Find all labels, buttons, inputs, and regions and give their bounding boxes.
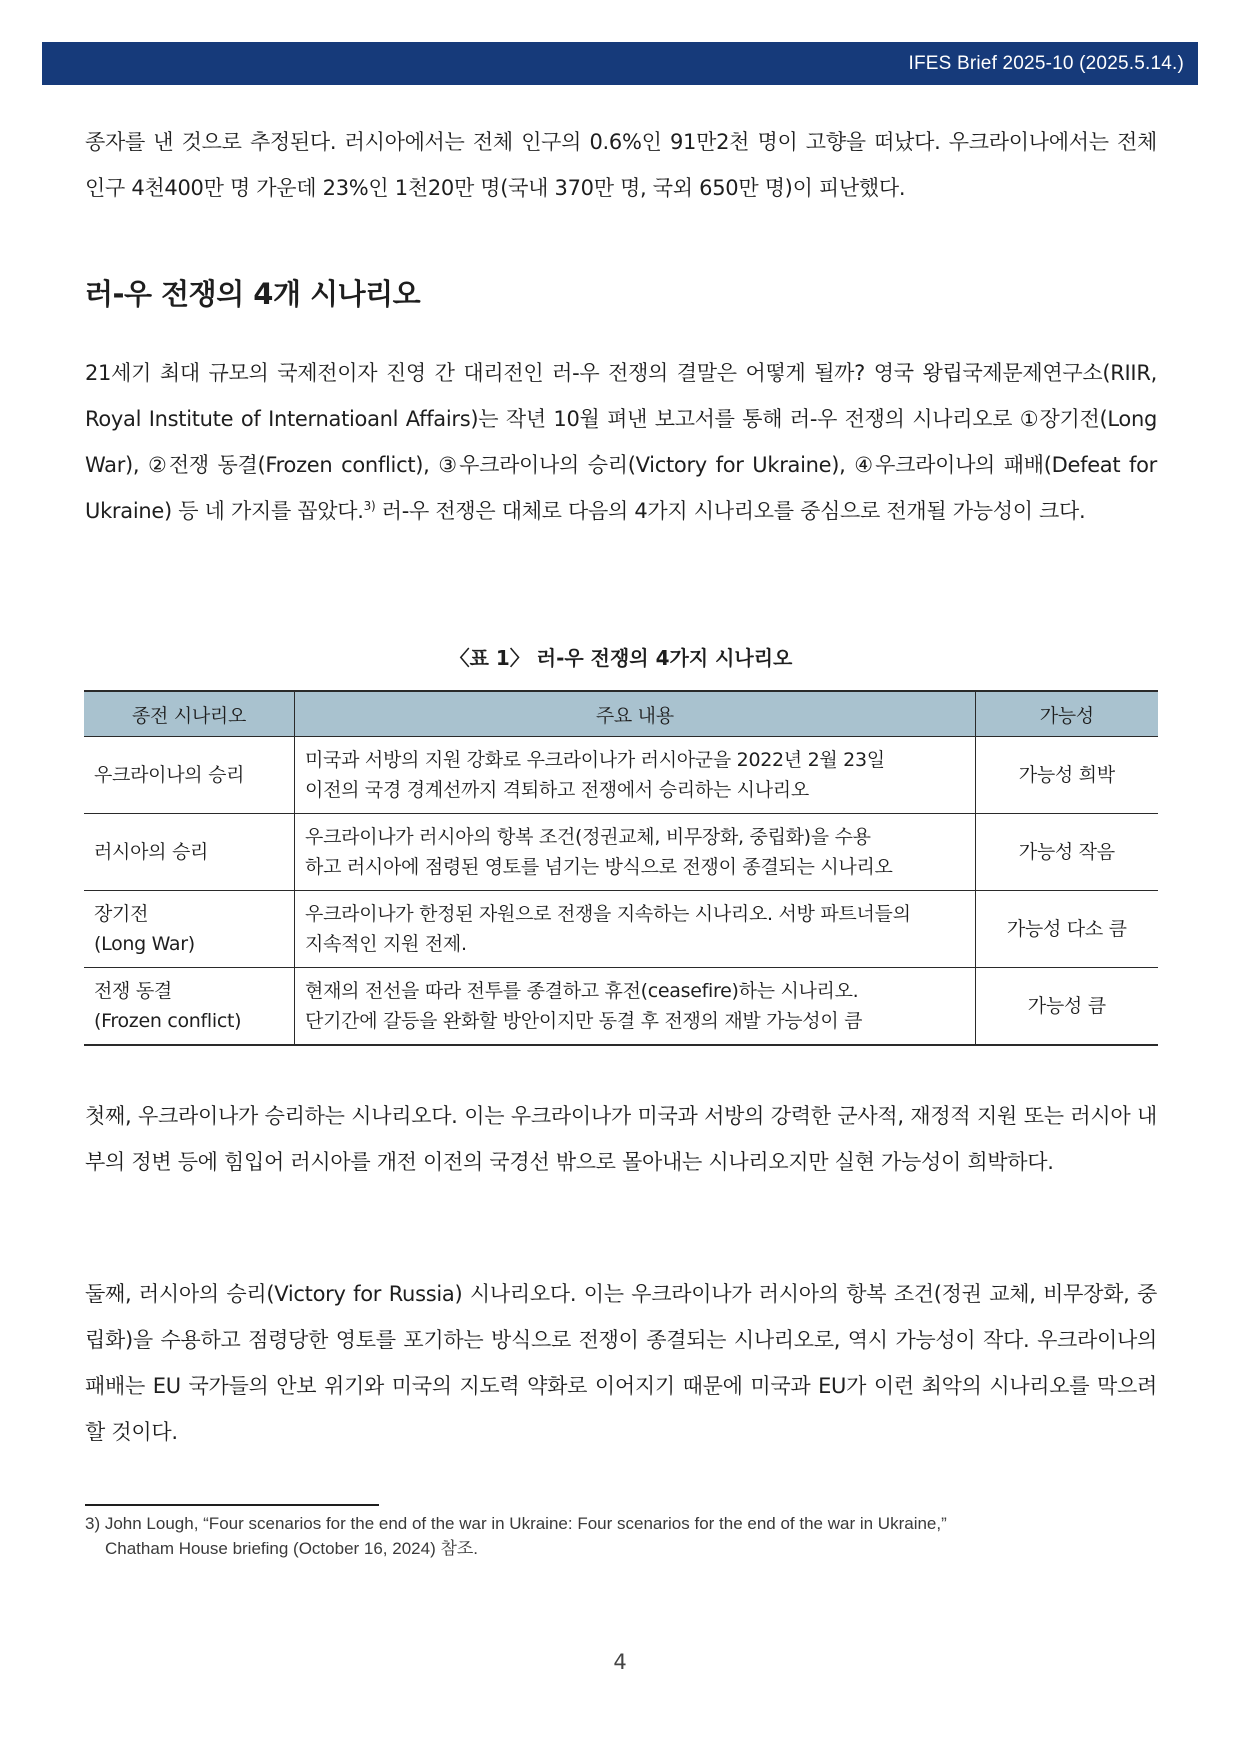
header-bar [42,42,1198,85]
scenario-line: 우크라이나의 승리 [94,764,245,786]
scenario-cell [84,814,295,891]
scenario-cell [84,891,295,968]
paragraph-second-section [85,1271,1157,1455]
probability-cell: 가능성 작음 [975,814,1158,891]
intro-paragraph: 종자를 낸 것으로 추정된다. 러시아에서는 전체 인구의 0.6%인 91만2천 명이 고향을 떠났다. 우크라이나에서는 전체 인구 4천400만 명 가운데 23%인 1천20만 명(국내 370만 명, 국외 650만 명)이 피난했다. [85,130,1157,200]
header-scenario: 종전 시나리오 [84,691,295,737]
probability-cell: 가능성 큼 [975,968,1158,1046]
content-cell [295,968,976,1046]
page-number: 4 [613,1650,627,1674]
section-paragraph [85,350,1157,534]
table-row [84,737,1158,814]
section-paragraph-tail: 러-우 전쟁은 대체로 다음의 4가지 시나리오를 중심으로 전개될 가능성이 크다. [375,499,1086,523]
content-line: 하고 러시아에 점령된 영토를 넘기는 방식으로 전쟁이 종결되는 시나리오 [305,856,893,878]
header-title: IFES Brief 2025-10 (2025.5.14.) [908,53,1184,74]
content-line: 현재의 전선을 따라 전투를 종결하고 휴전(ceasefire)하는 시나리오. [305,980,859,1002]
content-cell [295,814,976,891]
section-paragraph-main: 21세기 최대 규모의 국제전이자 진영 간 대리전인 러-우 전쟁의 결말은 어떻게 될까? 영국 왕립국제문제연구소(RIIR, Royal Institute of Internatioanl Affairs)는 작년 10월 펴낸 보고서를 통해 러-우 전쟁의 시나리오로 ①장기전(Long War), ②전쟁 동결(Frozen conflict), ③우크라이나의 승리(Victory for Ukraine), ④우크라이나의 패배(Defeat for Ukraine) 등 네 가지를 꼽았다. [85,361,1157,523]
table-row [84,968,1158,1046]
intro-section [85,119,1157,211]
footnote-divider [85,1504,379,1506]
footnote [85,1511,1157,1561]
footnote-reference[interactable]: 3) [363,499,376,513]
probability-cell: 가능성 희박 [975,737,1158,814]
content-line: 단기간에 갈등을 완화할 방안이지만 동결 후 전쟁의 재발 가능성이 큼 [305,1010,863,1032]
scenario-cell [84,968,295,1046]
scenario-line: (Frozen conflict) [94,1010,242,1032]
table-caption: 〈표 1〉 러-우 전쟁의 4가지 시나리오 [449,646,793,670]
content-line: 우크라이나가 러시아의 항복 조건(정권교체, 비무장화, 중립화)을 수용 [305,826,871,848]
table-header-row [84,691,1158,737]
content-line: 이전의 국경 경계선까지 격퇴하고 전쟁에서 승리하는 시나리오 [305,779,809,801]
scenario-cell [84,737,295,814]
section-body [85,350,1157,534]
content-line: 지속적인 지원 전제. [305,933,467,955]
section-heading: 러-우 전쟁의 4개 시나리오 [85,277,421,311]
scenario-line: (Long War) [94,933,195,955]
content-cell [295,891,976,968]
content-line: 미국과 서방의 지원 강화로 우크라이나가 러시아군을 2022년 2월 23일 [305,749,885,771]
table-row [84,814,1158,891]
footnote-line: Chatham House briefing (October 16, 2024) 참조. [105,1539,479,1558]
scenario-line: 장기전 [94,903,149,925]
paragraph-first-section [85,1093,1157,1185]
header-content: 주요 내용 [295,691,976,737]
scenario-line: 전쟁 동결 [94,980,172,1002]
content-cell [295,737,976,814]
header-probability: 가능성 [975,691,1158,737]
table-row [84,891,1158,968]
scenario-table [84,690,1158,1046]
footnote-line: 3) John Lough, “Four scenarios for the end of the war in Ukraine: Four scenarios for the end of the war in Ukraine,” [85,1514,947,1533]
scenario-line: 러시아의 승리 [94,841,209,863]
paragraph-first: 첫째, 우크라이나가 승리하는 시나리오다. 이는 우크라이나가 미국과 서방의 강력한 군사적, 재정적 지원 또는 러시아 내부의 정변 등에 힘입어 러시아를 개전 이전의 국경선 밖으로 몰아내는 시나리오지만 실현 가능성이 희박하다. [85,1104,1157,1174]
probability-cell: 가능성 다소 큼 [975,891,1158,968]
content-line: 우크라이나가 한정된 자원으로 전쟁을 지속하는 시나리오. 서방 파트너들의 [305,903,911,925]
paragraph-second: 둘째, 러시아의 승리(Victory for Russia) 시나리오다. 이는 우크라이나가 러시아의 항복 조건(정권 교체, 비무장화, 중립화)을 수용하고 점령당한 영토를 포기하는 방식으로 전쟁이 종결되는 시나리오로, 역시 가능성이 작다. 우크라이나의 패배는 EU 국가들의 안보 위기와 미국의 지도력 약화로 이어지기 때문에 미국과 EU가 이런 최악의 시나리오를 막으려 할 것이다. [85,1282,1157,1444]
